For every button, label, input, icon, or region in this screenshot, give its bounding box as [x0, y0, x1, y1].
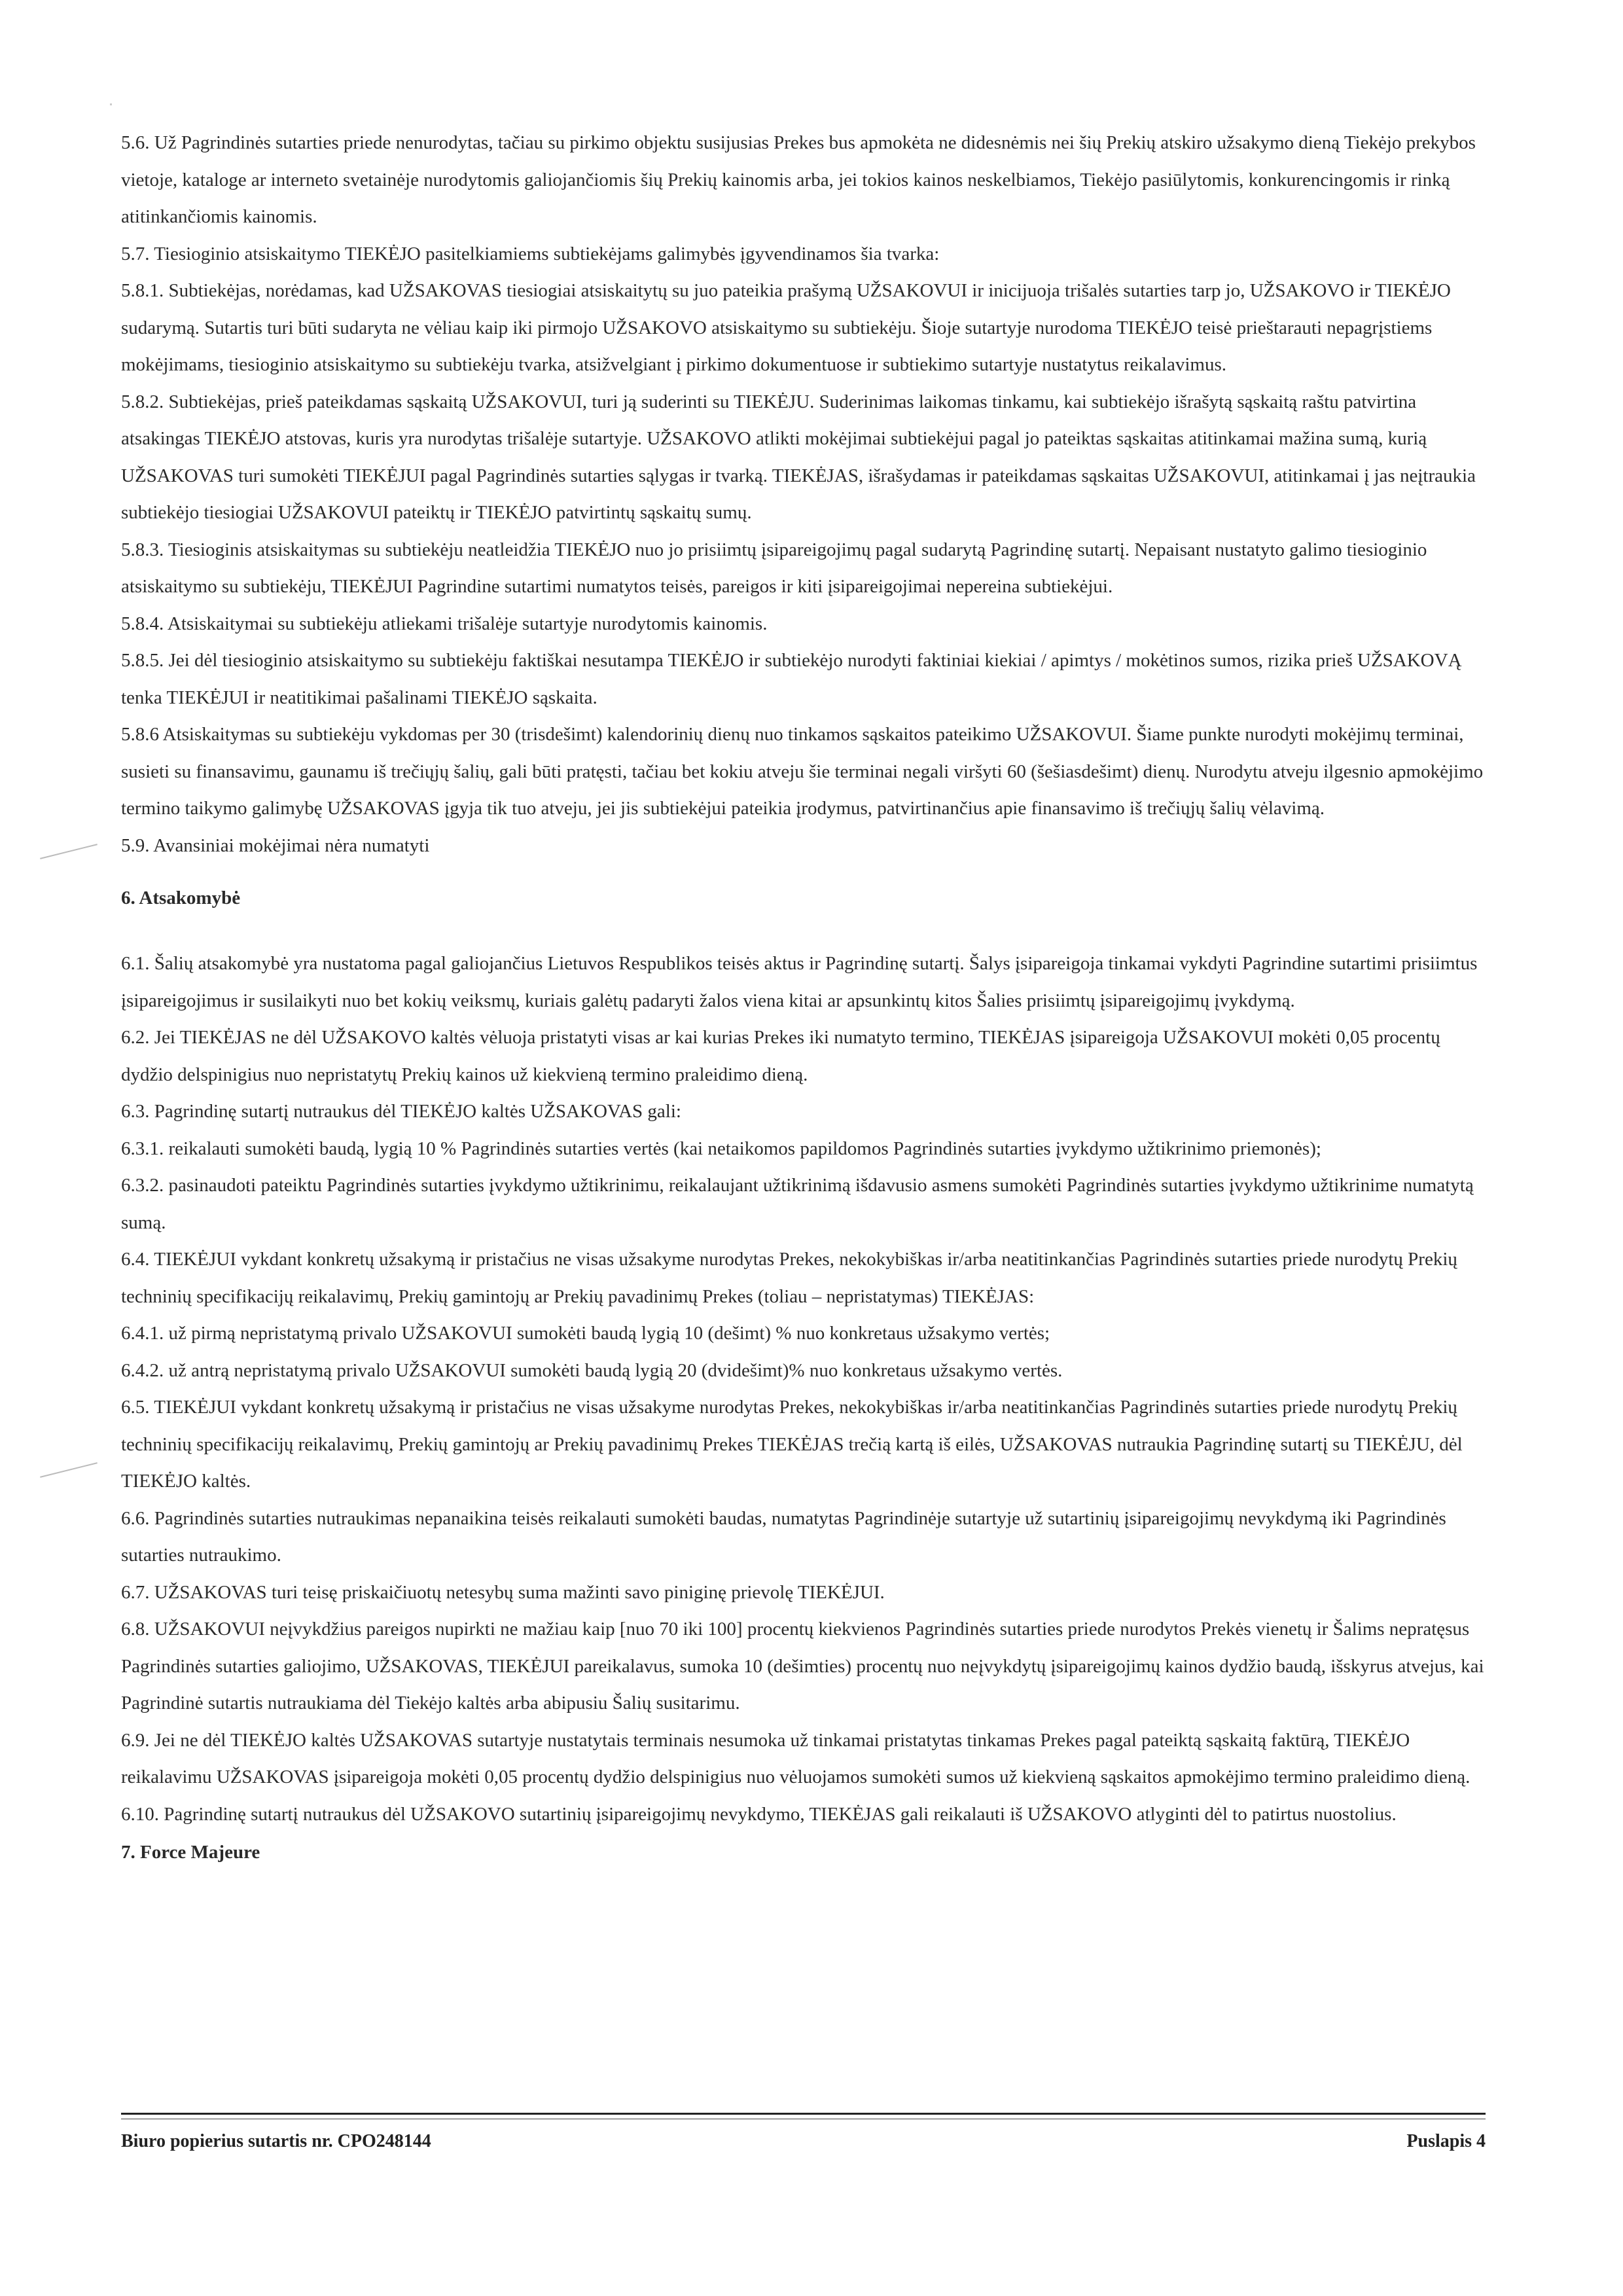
- clause-5-8-3: 5.8.3. Tiesioginis atsiskaitymas su subtiekėju neatleidžia TIEKĖJO nuo jo prisiimtų įsipareigojimų pagal sudarytą Pagrindinę sutartį. Nepaisant nustatyto galimo tiesioginio atsiskaitymo su subtiekėju, TIEKĖJUI Pagrindine sutartimi numatytos teisės, pareigos ir kiti įsipareigojimai nepereina subtiekėjui.: [121, 539, 1427, 597]
- document-body: [121, 124, 1486, 1871]
- clause-5-8-5: 5.8.5. Jei dėl tiesioginio atsiskaitymo su subtiekėju faktiškai nesutampa TIEKĖJO ir subtiekėjo nurodyti faktiniai kiekiai / apimtys / mokėtinos sumos, rizika prieš UŽSAKOVĄ tenka TIEKĖJUI ir neatitikimai pašalinami TIEKĖJO sąskaita.: [121, 650, 1462, 708]
- footer-contract-number: Biuro popierius sutartis nr. CPO248144: [121, 2131, 431, 2151]
- scan-speck: [110, 103, 112, 105]
- footer-page-number: Puslapis 4: [1406, 2131, 1486, 2151]
- clause-5-6: 5.6. Už Pagrindinės sutarties priede nenurodytas, tačiau su pirkimo objektu susijusias Prekes bus apmokėta ne didesnėmis nei šių Prekių atskiro užsakymo dieną Tiekėjo prekybos vietoje, kataloge ar interneto svetainėje nurodytomis galiojančiomis šių Prekių kainomis arba, jei tokios kainos neskelbiamos, Tiekėjo pasiūlytomis, konkurencingomis ir rinką atitinkančiomis kainomis.: [121, 132, 1476, 227]
- clause-5-8-1: 5.8.1. Subtiekėjas, norėdamas, kad UŽSAKOVAS tiesiogiai atsiskaitytų su juo pateikia prašymą UŽSAKOVUI ir inicijuoja trišalės sutarties tarp jo, UŽSAKOVO ir TIEKĖJO sudarymą. Sutartis turi būti sudaryta ne vėliau kaip iki pirmojo UŽSAKOVO atsiskaitymo su subtiekėju. Šioje sutartyje nurodoma TIEKĖJO teisė prieštarauti nepagrįstiems mokėjimams, tiesioginio atsiskaitymo su subtiekėju tvarka, atsižvelgiant į pirkimo dokumentuose ir subtiekimo sutartyje nustatytus reikalavimus.: [121, 280, 1451, 375]
- clause-5-8-2: 5.8.2. Subtiekėjas, prieš pateikdamas sąskaitą UŽSAKOVUI, turi ją suderinti su TIEKĖJU. Suderinimas laikomas tinkamu, kai subtiekėjo išrašytą sąskaitą raštu patvirtina atsakingas TIEKĖJO atstovas, kuris yra nurodytas trišalėje sutartyje. UŽSAKOVO atlikti mokėjimai subtiekėjui pagal jo pateiktas sąskaitas atitinkamai mažina sumą, kurią UŽSAKOVAS turi sumokėti TIEKĖJUI pagal Pagrindinės sutarties sąlygas ir tvarką. TIEKĖJAS, išrašydamas ir pateikdamas sąskaitas UŽSAKOVUI, atitinkamai į jas neįtraukia subtiekėjo tiesiogiai UŽSAKOVUI pateiktų ir TIEKĖJO patvirtintų sąskaitų sumų.: [121, 391, 1476, 523]
- footer-divider: [121, 2113, 1486, 2115]
- clause-6-5: 6.5. TIEKĖJUI vykdant konkretų užsakymą ir pristačius ne visas užsakyme nurodytas Prekes, nekokybiškas ir/arba neatitinkančias Pagrindinės sutarties priede nurodytų Prekių techninių specifikacijų reikalavimų, Prekių gamintojų ar Prekių pavadinimų Prekes TIEKĖJAS trečią kartą iš eilės, UŽSAKOVAS nutraukia Pagrindinę sutartį su TIEKĖJU, dėl TIEKĖJO kaltės.: [121, 1397, 1463, 1492]
- clause-5-9: 5.9. Avansiniai mokėjimai nėra numatyti: [121, 834, 430, 856]
- clause-6-4-2: 6.4.2. už antrą nepristatymą privalo UŽSAKOVUI sumokėti baudą lygią 20 (dvidešimt)% nuo konkretaus užsakymo vertės.: [121, 1359, 1063, 1381]
- clause-6-8: 6.8. UŽSAKOVUI neįvykdžius pareigos nupirkti ne mažiau kaip [nuo 70 iki 100] procentų kiekvienos Pagrindinės sutarties priede nurodytos Prekės vienetų ir Šalims nepratęsus Pagrindinės sutarties galiojimo, UŽSAKOVAS, TIEKĖJUI pareikalavus, sumoka 10 (dešimties) procentų nuo neįvykdytų įsipareigojimų kainos dydžio baudą, išskyrus atvejus, kai Pagrindinė sutartis nutraukiama dėl Tiekėjo kaltės arba abipusiu Šalių susitarimu.: [121, 1619, 1484, 1713]
- section-heading-6: 6. Atsakomybė: [121, 888, 241, 908]
- clause-5-7: 5.7. Tiesioginio atsiskaitymo TIEKĖJO pasitelkiamiems subtiekėjams galimybės įgyvendinamos šia tvarka:: [121, 243, 940, 264]
- clause-6-9: 6.9. Jei ne dėl TIEKĖJO kaltės UŽSAKOVAS sutartyje nustatytais terminais nesumoka už tinkamai pristatytas tinkamas Prekes pagal pateiktą sąskaitą faktūrą, TIEKĖJO reikalavimu UŽSAKOVAS įsipareigoja mokėti 0,05 procentų dydžio delspinigius nuo vėluojamos sumokėti sumos už kiekvieną sąskaitos apmokėjimo termino praleidimo dieną.: [121, 1729, 1471, 1787]
- clause-6-3-1: 6.3.1. reikalauti sumokėti baudą, lygią 10 % Pagrindinės sutarties vertės (kai netaikomos papildomos Pagrindinės sutarties įvykdymo užtikrinimo priemonės);: [121, 1138, 1321, 1159]
- clause-6-4: 6.4. TIEKĖJUI vykdant konkretų užsakymą ir pristačius ne visas užsakyme nurodytas Prekes, nekokybiškas ir/arba neatitinkančias Pagrindinės sutarties priede nurodytų Prekių techninių specifikacijų reikalavimų, Prekių gamintojų ar Prekių pavadinimų Prekes (toliau – nepristatymas) TIEKĖJAS:: [121, 1249, 1457, 1307]
- clause-6-3-2: 6.3.2. pasinaudoti pateiktu Pagrindinės sutarties įvykdymo užtikrinimu, reikalaujant užtikrinimą išdavusio asmens sumokėti Pagrindinės sutarties įvykdymo užtikrinime numatytą sumą.: [121, 1175, 1474, 1233]
- clause-6-3: 6.3. Pagrindinę sutartį nutraukus dėl TIEKĖJO kaltės UŽSAKOVAS gali:: [121, 1101, 681, 1122]
- clause-6-6: 6.6. Pagrindinės sutarties nutraukimas nepanaikina teisės reikalauti sumokėti baudas, numatytas Pagrindinėje sutartyje už sutartinių įsipareigojimų nevykdymą iki Pagrindinės sutarties nutraukimo.: [121, 1507, 1446, 1566]
- binding-mark: [40, 844, 98, 859]
- clause-6-7: 6.7. UŽSAKOVAS turi teisę priskaičiuotų netesybų suma mažinti savo piniginę prievolę TIEKĖJUI.: [121, 1581, 885, 1603]
- clause-6-2: 6.2. Jei TIEKĖJAS ne dėl UŽSAKOVO kaltės vėluoja pristatyti visas ar kai kurias Prekes iki numatyto termino, TIEKĖJAS įsipareigoja UŽSAKOVUI mokėti 0,05 procentų dydžio delspinigius nuo nepristatytų Prekių kainos už kiekvieną termino praleidimo dieną.: [121, 1027, 1440, 1085]
- clause-5-8-4: 5.8.4. Atsiskaitymai su subtiekėju atliekami trišalėje sutartyje nurodytomis kainomis.: [121, 613, 768, 634]
- clause-6-4-1: 6.4.1. už pirmą nepristatymą privalo UŽSAKOVUI sumokėti baudą lygią 10 (dešimt) % nuo konkretaus užsakymo vertės;: [121, 1323, 1050, 1344]
- clause-6-10: 6.10. Pagrindinę sutartį nutraukus dėl UŽSAKOVO sutartinių įsipareigojimų nevykdymo, TIEKĖJAS gali reikalauti iš UŽSAKOVO atlyginti dėl to patirtus nuostolius.: [121, 1803, 1397, 1825]
- page-footer: [121, 2131, 1486, 2152]
- section-heading-7: 7. Force Majeure: [121, 1842, 260, 1863]
- binding-mark: [40, 1462, 98, 1478]
- clause-5-8-6: 5.8.6 Atsiskaitymas su subtiekėju vykdomas per 30 (trisdešimt) kalendorinių dienų nuo tinkamos sąskaitos pateikimo UŽSAKOVUI. Šiame punkte nurodyti mokėjimų terminai, susieti su finansavimu, gaunamu iš trečiųjų šalių, gali būti pratęsti, tačiau bet kokiu atveju šie terminai negali viršyti 60 (šešiasdešimt) dienų. Nurodytu atveju ilgesnio apmokėjimo termino taikymo galimybę UŽSAKOVAS įgyja tik tuo atveju, jei jis subtiekėjui pateikia įrodymus, patvirtinančius apie finansavimo iš trečiųjų šalių vėlavimą.: [121, 724, 1484, 819]
- clause-6-1: 6.1. Šalių atsakomybė yra nustatoma pagal galiojančius Lietuvos Respublikos teisės aktus ir Pagrindinę sutartį. Šalys įsipareigoja tinkamai vykdyti Pagrindine sutartimi prisiimtus įsipareigojimus ir susilaikyti nuo bet kokių veiksmų, kuriais galėtų padaryti žalos viena kitai ar apsunkintų kitos Šalies prisiimtų įsipareigojimų įvykdymą.: [121, 953, 1478, 1011]
